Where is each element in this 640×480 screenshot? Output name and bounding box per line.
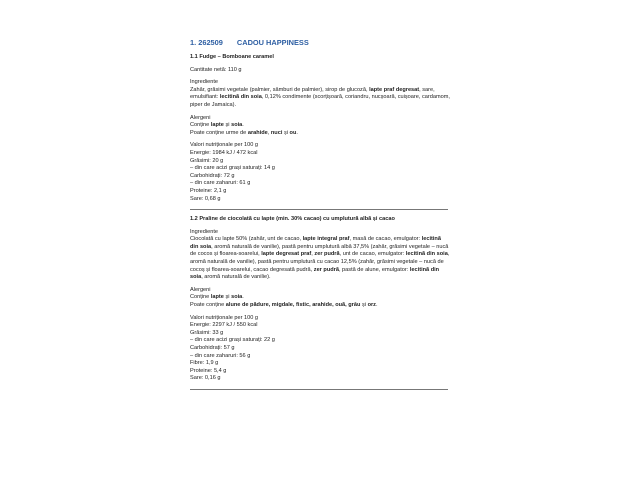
- ingredients-allergen: lecitină din soia: [190, 236, 441, 250]
- section-divider: [190, 209, 448, 210]
- ingredients-part: ,: [311, 251, 313, 258]
- allergens-label: Alergeni: [190, 286, 211, 293]
- nutrition-line: Grăsimi: 33 g: [190, 329, 224, 336]
- nutrition-line: – din care acizi grași saturați: 22 g: [190, 337, 275, 344]
- ingredients-part: , unt de cacao, emulgator:: [339, 251, 405, 258]
- ingredients-part: , masă de cacao, emulgator:: [349, 236, 421, 243]
- section-1-allergens: [190, 115, 450, 138]
- allergen-bold: lapte: [210, 122, 224, 129]
- allergen-text: și: [225, 122, 230, 129]
- nutrition-line: Proteine: 2,1 g: [190, 187, 227, 194]
- nutrition-line: Energie: 2297 kJ / 550 kcal: [190, 322, 258, 329]
- ingredients-allergen: lecitină din soia: [190, 266, 440, 281]
- section-1-heading: 1.1 Fudge – Bomboane caramel: [190, 54, 274, 60]
- nutrition-line: – din care zaharuri: 61 g: [190, 180, 251, 187]
- ingredients-allergen: zer pudră: [314, 251, 340, 258]
- ingredients-allergen: lecitină din soia: [219, 94, 262, 101]
- ingredients-allergen: lapte integral praf: [302, 236, 350, 243]
- allergen-bold: orz: [367, 302, 376, 309]
- allergen-text: Conține: [190, 122, 210, 129]
- ingredients-allergen: lapte praf degresat: [369, 86, 420, 93]
- ingredients-allergen: lecitină din soia: [405, 251, 448, 258]
- allergens-contains: [190, 294, 450, 302]
- nutrition-line: Proteine: 5,4 g: [190, 367, 227, 374]
- nutrition-line: Carbohidrați: 57 g: [190, 345, 235, 351]
- allergens-may-contain: Poate conține urme de arahide, nuci și ou.: [190, 129, 298, 136]
- product-name: CADOU HAPPINESS: [236, 38, 309, 47]
- allergen-bold: arahide: [247, 129, 268, 136]
- allergen-text: Conține: [190, 294, 210, 301]
- section-2-nutrition: [190, 315, 450, 383]
- section-1-ingredients: [190, 79, 450, 109]
- ingredients-text: [190, 236, 450, 282]
- page-title: [190, 38, 450, 47]
- allergen-text: și: [225, 294, 230, 301]
- nutrition-line: Sare: 0,16 g: [190, 375, 221, 382]
- ingredients-part: Ciocolată cu lapte 50% (zahăr, unt de cacao,: [190, 236, 302, 243]
- ingredients-part: Zahăr, grăsimi vegetale (palmier, sâmburi de palmier), sirop de glucoză,: [190, 86, 368, 93]
- allergen-text: .: [242, 122, 244, 129]
- ingredients-label: Ingrediente: [190, 79, 218, 86]
- section-2-heading: 1.2 Praline de ciocolată cu lapte (min. 30% cacao) cu umplutură albă și cacao: [190, 216, 395, 223]
- nutrition-line: Valori nutriționale per 100 g: [190, 314, 258, 321]
- allergen-text: Poate conține urme de: [190, 129, 247, 136]
- allergen-text: Poate conține: [190, 302, 225, 309]
- allergens-contains: [190, 122, 450, 130]
- allergen-bold: alune de pădure, migdale, fistic, arahide, ouă, grâu: [225, 302, 361, 309]
- allergen-text: și: [283, 129, 288, 136]
- nutrition-line: Carbohidrați: 72 g: [190, 172, 235, 179]
- allergen-text: .: [375, 302, 378, 309]
- ingredients-part: , pastă de alune, emulgator:: [338, 266, 409, 273]
- nutrition-line: Sare: 0,68 g: [190, 195, 221, 202]
- section-2-allergens: [190, 287, 450, 310]
- document-page: [190, 38, 450, 396]
- ingredients-part: , aromă naturală de vanilie), pastă pentru umplutură albă 37,5% (zahăr, grăsimi vegetale – nucă de cocos și floarea-soarelui,: [190, 243, 449, 258]
- ingredients-part: , 0,12% condimente (scorțișoară, coriandru, nucșoară, cuișoare, cardamom, piper de Jamaica).: [190, 94, 450, 108]
- section-1-nutrition: [190, 142, 450, 203]
- ingredients-part: , aromă naturală de vanilie), pastă pentru umplutură cu cacao 12,5% (zahăr, grăsimi vegetale – nucă de cocoș și floarea-soarelui, cacao degresată pudră,: [190, 251, 450, 273]
- product-number: 1. 262509: [190, 38, 223, 47]
- ingredients-allergen: zer pudră: [313, 266, 339, 273]
- allergens-may-contain: [190, 302, 450, 310]
- nutrition-line: Fibre: 1,9 g: [190, 360, 219, 367]
- nutrition-line: Energie: 1984 kJ / 472 kcal: [190, 149, 258, 156]
- nutrition-line: Valori nutriționale per 100 g: [190, 142, 258, 149]
- nutrition-line: Grăsimi: 20 g: [190, 157, 224, 164]
- allergen-bold: ou: [289, 129, 297, 136]
- allergen-text: și: [361, 302, 366, 309]
- ingredients-text: [190, 87, 450, 110]
- allergen-bold: soia: [231, 294, 243, 301]
- allergen-bold: lapte: [210, 294, 224, 301]
- ingredients-part: , aromă naturală de vanilie).: [201, 274, 271, 281]
- allergen-text: .: [242, 294, 244, 301]
- ingredients-allergen: lapte degresat praf: [261, 251, 312, 258]
- section-2-ingredients: [190, 229, 450, 282]
- ingredients-part: , sare, emulsifiant:: [190, 86, 435, 101]
- nutrition-line: – din care zaharuri: 56 g: [190, 352, 251, 359]
- allergen-bold: nuci: [270, 129, 283, 136]
- section-divider: [190, 389, 448, 390]
- net-quantity: Cantitate netă: 110 g: [190, 66, 242, 73]
- allergen-bold: soia: [231, 122, 243, 129]
- allergens-label: Alergeni: [190, 114, 211, 121]
- nutrition-line: – din care acizi grași saturați: 14 g: [190, 165, 275, 172]
- ingredients-label: Ingrediente: [190, 228, 218, 235]
